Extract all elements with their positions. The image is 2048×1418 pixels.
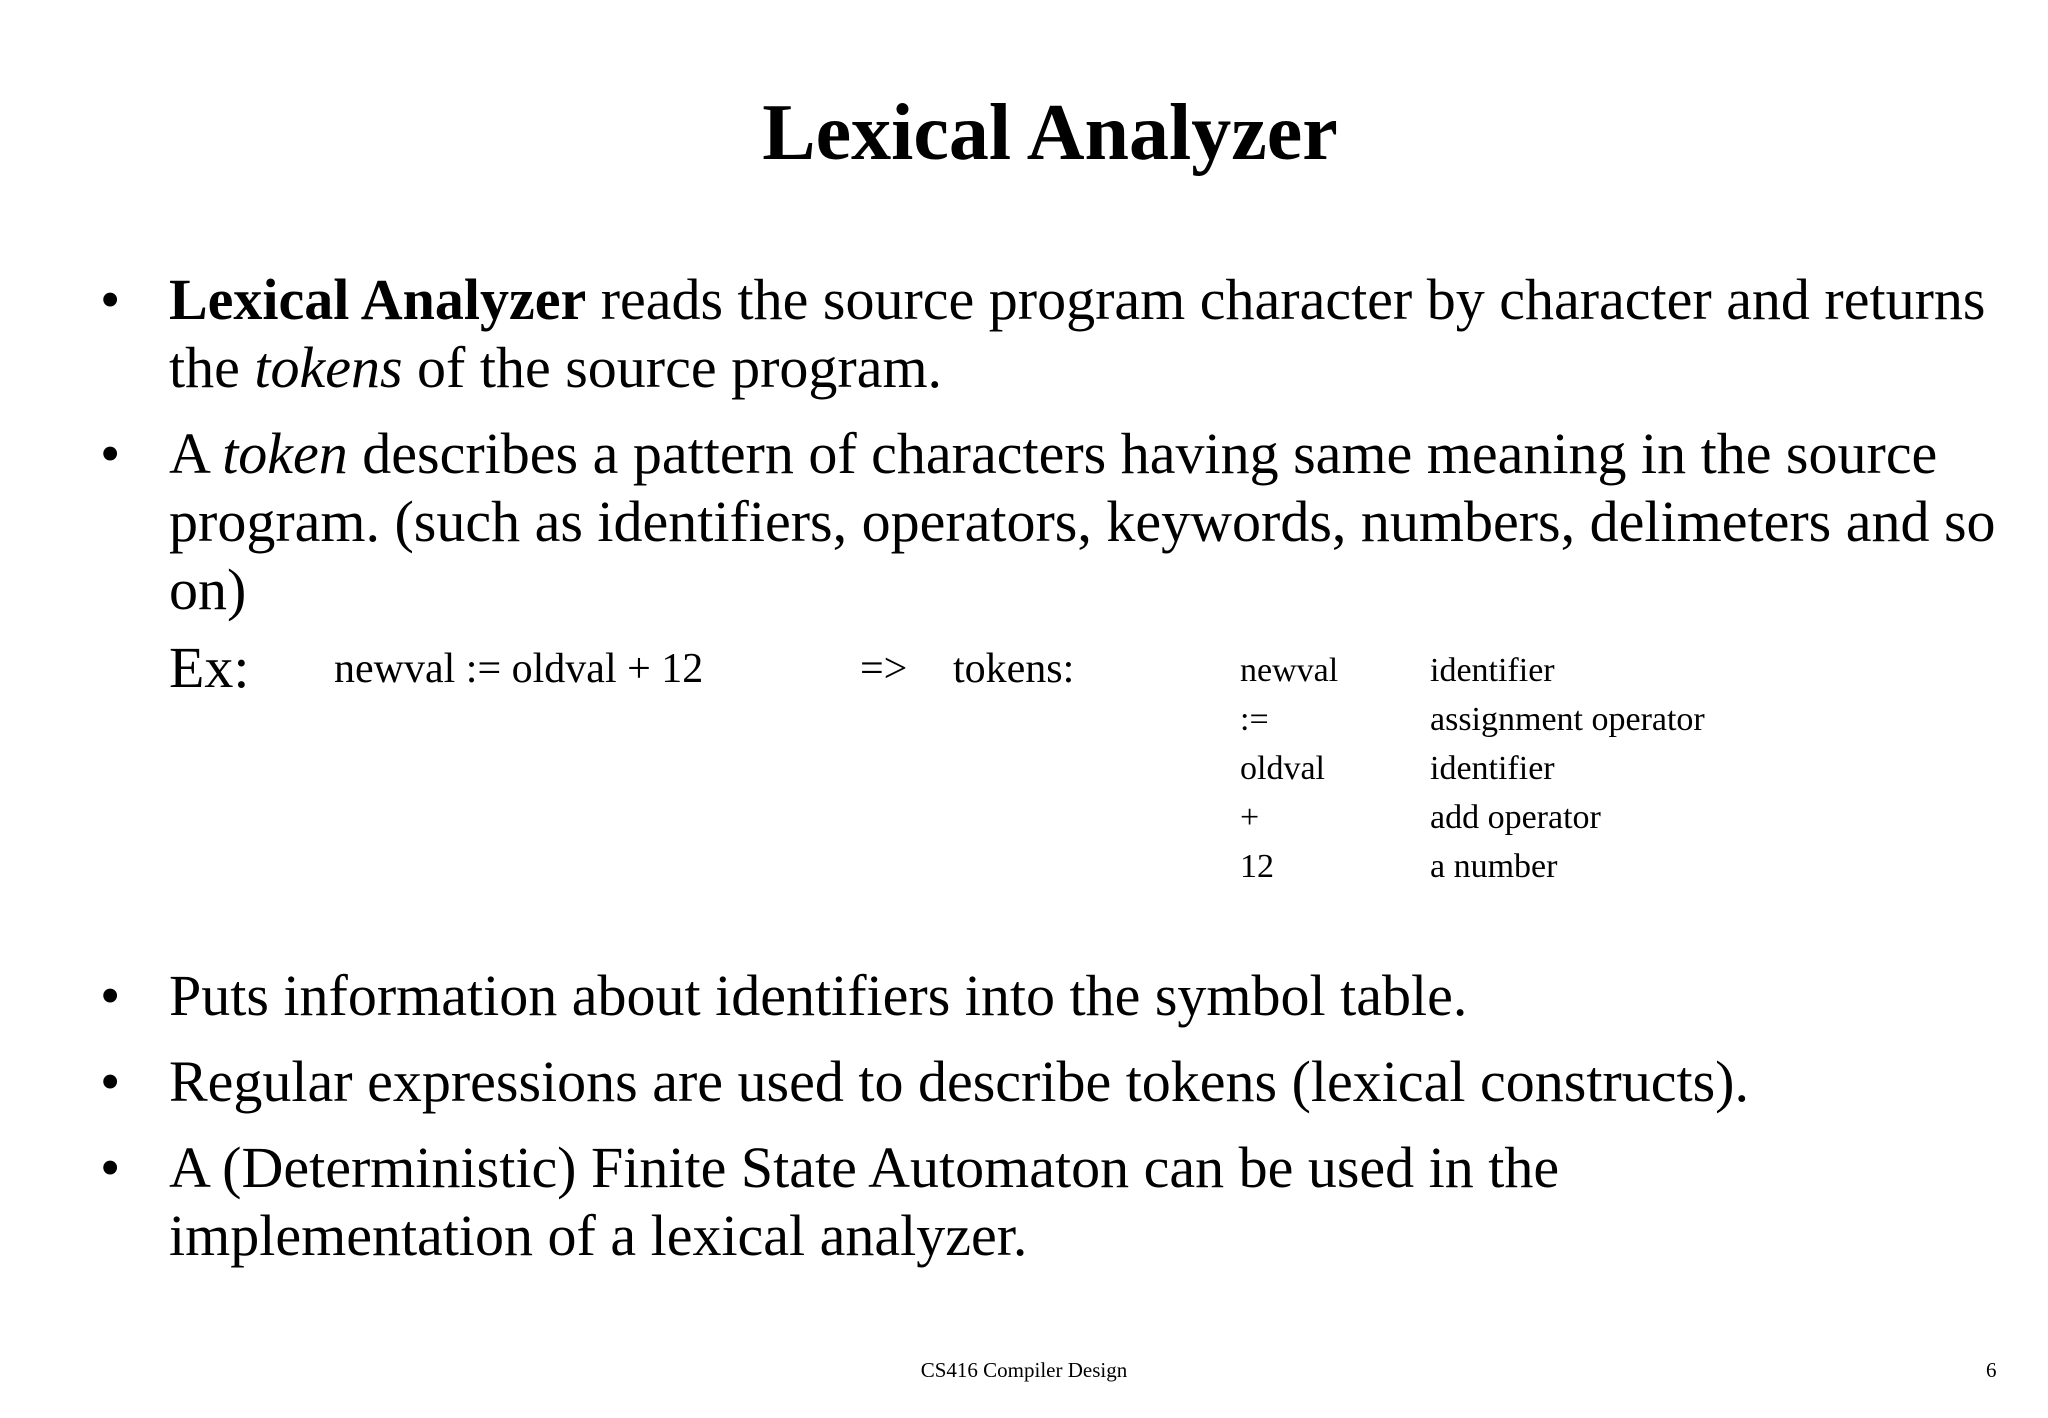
bullet-text-symbol-table bbox=[169, 962, 2029, 1030]
bullet-marker: • bbox=[100, 1049, 121, 1114]
bullet-text-part: A bbox=[169, 421, 223, 486]
example-arrow: => bbox=[860, 646, 908, 692]
token-kind: a number bbox=[1430, 848, 1558, 885]
bullet-text-part: Puts information about identifiers into the symbol table. bbox=[169, 963, 1468, 1028]
bullet-text-part: token bbox=[222, 421, 348, 486]
bullet-text-regular-expressions bbox=[169, 1048, 2029, 1116]
bullet-text-token bbox=[169, 420, 2029, 624]
bullet-marker: • bbox=[100, 267, 121, 332]
bullet-text-part: reads the source program character by character and returns the bbox=[169, 267, 1986, 400]
token-lexeme: + bbox=[1240, 799, 1260, 836]
bullet-text-part: of the source program. bbox=[402, 335, 943, 400]
example-tokens-label: tokens: bbox=[953, 646, 1075, 692]
example-label: Ex: bbox=[169, 635, 250, 700]
bullet-text-part: Lexical Analyzer bbox=[169, 267, 587, 332]
bullet-marker: • bbox=[100, 963, 121, 1028]
token-kind: identifier bbox=[1430, 750, 1555, 787]
bullet-text-part: Regular expressions are used to describe tokens (lexical constructs). bbox=[169, 1049, 1749, 1114]
bullet-text-part: tokens bbox=[254, 335, 403, 400]
bullet-marker: • bbox=[100, 421, 121, 486]
token-lexeme: newval bbox=[1240, 652, 1339, 689]
token-kind: identifier bbox=[1430, 652, 1555, 689]
bullet-text-part: A (Deterministic) Finite State Automaton can be used in the implementation of a lexical analyzer. bbox=[169, 1135, 1560, 1268]
slide-title: Lexical Analyzer bbox=[762, 89, 1338, 177]
token-lexeme: := bbox=[1240, 701, 1269, 738]
token-kind: assignment operator bbox=[1430, 701, 1705, 738]
footer-page-number: 6 bbox=[1986, 1358, 1997, 1382]
token-lexeme: 12 bbox=[1240, 848, 1274, 885]
bullet-text-part: describes a pattern of characters having same meaning in the source program. (such as identifiers, operators, keywords, numbers, delimeters and so on) bbox=[169, 421, 1996, 622]
bullet-marker: • bbox=[100, 1135, 121, 1200]
bullet-text-finite-automaton bbox=[169, 1134, 1849, 1270]
bullet-text-lexical-analyzer bbox=[169, 266, 2029, 402]
example-expression: newval := oldval + 12 bbox=[334, 646, 704, 692]
token-lexeme: oldval bbox=[1240, 750, 1325, 787]
footer-course-title: CS416 Compiler Design bbox=[920, 1358, 1128, 1382]
token-kind: add operator bbox=[1430, 799, 1601, 836]
